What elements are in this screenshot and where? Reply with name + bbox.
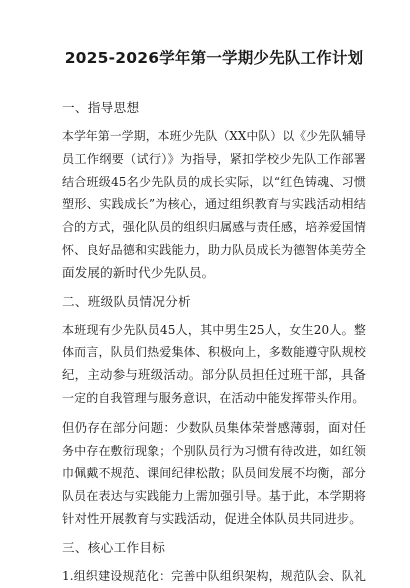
text-line: 1.组织建设规范化：完善中队组织架构，规范队会、队礼 <box>62 568 366 583</box>
text-line: 本班现有少先队员45人，其中男生25人，女生20人。整 <box>62 322 366 337</box>
paragraph-member-overview <box>62 319 366 410</box>
text-line: 队员在表达与实践能力上需加强引导。基于此，本学期将 <box>62 489 366 504</box>
text-line: 针对性开展教育与实践活动，促进全体队员共同进步。 <box>62 510 362 526</box>
text-line: 一定的自我管理与服务意识，在活动中能发挥带头作用。 <box>62 390 365 405</box>
text-line: 结合班级45名少先队员的成长实际，以“红色铸魂、习惯 <box>62 174 366 189</box>
text-line: 面发展的新时代少先队员。 <box>62 264 215 280</box>
paragraph-guiding-ideology <box>62 125 366 285</box>
section-heading-member-analysis: 二、班级队员情况分析 <box>62 293 191 309</box>
text-line: 但仍存在部分问题：少数队员集体荣誉感薄弱，面对任 <box>62 419 366 435</box>
section-heading-core-goals: 三、核心工作目标 <box>62 539 166 555</box>
text-line: 巾佩戴不规范、课间纪律松散；队员间发展不均衡，部分 <box>62 466 366 481</box>
text-line: 体而言，队员们热爱集体、积极向上，多数能遵守队规校 <box>62 345 366 360</box>
text-line: 员工作纲要（试行）》为指导，紧扣学校少先队工作部署 <box>62 151 366 166</box>
document-title: 2025-2026学年第一学期少先队工作计划 <box>64 49 364 67</box>
paragraph-member-issues <box>62 417 366 531</box>
text-line: 务中存在敷衍现象；个别队员行为习惯有待改进，如红领 <box>62 443 366 458</box>
text-line: 怀、良好品德和实践能力，助力队员成长为德智体美劳全 <box>62 242 366 257</box>
text-line: 塑形、实践成长”为核心，通过组织教育与实践活动相结 <box>62 197 366 212</box>
text-line: 本学年第一学期，本班少先队（XX中队）以《少先队辅导 <box>62 129 366 143</box>
section-heading-guiding-ideology: 一、指导思想 <box>62 100 140 115</box>
text-line: 合的方式，强化队员的组织归属感与责任感，培养爱国情 <box>62 220 366 235</box>
paragraph-core-goal-1 <box>62 565 366 588</box>
text-line: 纪，主动参与班级活动。部分队员担任过班干部，具备 <box>62 367 366 383</box>
